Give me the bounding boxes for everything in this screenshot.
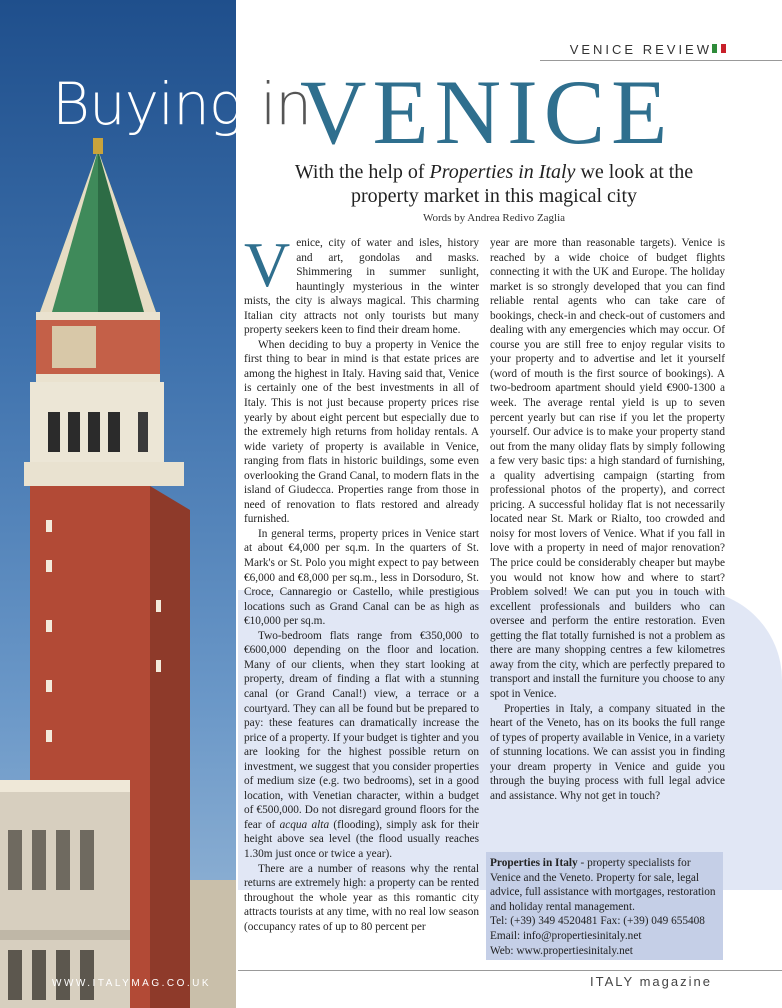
contact-box [486,852,723,960]
paragraph-6: year are more than reasonable targets). Venice is reached by a wide choice of budget flights connecting it with the UK and Europe. The holiday market is so strongly developed that you can find reliable rental agents who can take care of bookings, check-in and check-out of customers and dealing with any emergencies which may occur. Of course you are still free to enjoy regular visits to your property and to advertise and let it yourself (word of mouth is the first source of bookings). A two-bedroom apartment should yield €900-1300 a week. The average rental yield is up to seven percent yearly but can rise if you let the property yourself. Our advice is to make your property stand out from the many oliday flats by simply following a few very basic tips: a high standard of furnishing, a quality advertising campaign (starting from professional photos of the property), and correct pricing. A successful holiday flat is not necessarily located near St. Mark or Rialto, too crowded and noisy for most lovers of Venice. What if you fall in love with a property in need of major renovation? The price could be considerably cheaper but maybe you would not know how and where to start? Problem solved! We can put you in touch with excellent professionals and builders who can oversee and perform the entire restoration. Even getting the flat totally furnished is not a problem as there are many shopping centres a few kilometres away from the city, which are perfectly prepared to transport and install the furniture you choose to any spot in Venice. [490,237,725,700]
subtitle-after: we look at the property market in this magical city [350,161,694,207]
subtitle-italic: Properties in Italy [429,161,576,183]
footer-rule [238,970,782,971]
contact-description: - property specialists for Venice and the Veneto. Property for sale, legal advice, full assistance with mortgages, restoration and holiday rental management. [490,857,716,913]
contact-web[interactable]: Web: www.propertiesinitaly.net [490,944,633,957]
paragraph-7: Properties in Italy, a company situated in the heart of the Veneto, has on its books the full range of types of property available in Venice, in a variety of stunning locations. We can assist you in finding your dream property in Venice and guide you through the buying process with full legal advice and assistance. Why not get in touch? [490,702,725,802]
paragraph-1-text: enice, city of water and isles, history and art, gondolas and masks. Shimmering in summer sunlight, hauntingly mysterious in the winter mists, the city is always magical. This charming Italian city attracts not only tourists but many property seekers keen to find their dream home. [244,237,479,337]
flag-stripe-red [721,44,726,53]
paragraph-4b: (flooding), simply ask for their height above sea level (the flood usually reaches 1.30m just once or twice a year). [244,818,479,860]
paragraph-4a: Two-bedroom flats range from €350,000 to €600,000 depending on the floor and location. Many of our clients, when they start looking at property, dream of finding a flat with a stunning canal (or Grand Canal!) view, a terrace or a courtyard. They can all be found but be prepared to pay: these features can dramatically increase the price of a property. If your budget is tighter and you are looking for the highest possible return on investment, we suggest that you consider properties of medium size (e.g. two bedrooms), set in a good location, with Venetian character, within a budget of €500,000. Do not disregard ground floors for the fear of [244,629,479,831]
paragraph-3: In general terms, property prices in Venice start at about €4,000 per sq.m. In the quarters of St. Mark's or St. Polo you might expect to pay between €6,000 and €8,000 per sq.m., less in Dorsoduro, St. Croce, Cannaregio or Castello, while prestigious locations such as Grand Canal can be as high as €10,000 per sq.m. [244,527,479,628]
byline: Words by Andrea Redivo Zaglia [422,212,566,224]
section-tag: VENICE REVIEW [569,42,712,57]
paragraph-1 [244,229,479,338]
footer-magazine-name: ITALY magazine [590,974,712,989]
subtitle-before: With the help of [294,161,430,183]
paragraph-5: There are a number of reasons why the rental returns are extremely high: a property can be rented throughout the whole year as this romantic city attracts tourists at any time, with no real low season (occupancy rates of up to 80 percent per [244,862,479,933]
subtitle [260,160,728,208]
title-word-in: in [260,70,312,138]
article-column-1 [244,229,479,934]
contact-company: Properties in Italy [490,857,578,869]
dropcap: V [244,229,291,300]
title-venice: VENICE [300,61,674,163]
campanile-illustration [0,0,236,1008]
italian-flag-icon [712,44,726,53]
paragraph-4-italic: acqua alta [279,818,330,831]
paragraph-2: When deciding to buy a property in Venice the first thing to bear in mind is that estate prices are among the highest in Italy. Having said that, Venice is certainly one of the best investments in all of Italy. This is not just because property prices rise yearly by about eight percent but especially due to the extremely high returns from holiday rentals. A wide variety of property is available in Venice, ranging from flats in historic buildings, some even overlooking the Grand Canal, to modern flats in the island of Giudecca. Properties range from those in need of renovation to flats restored and already furnished. [244,338,479,526]
contact-tel: Tel: (+39) 349 4520481 Fax: (+39) 049 655408 [490,915,705,928]
contact-email[interactable]: Email: info@propertiesinitaly.net [490,929,642,942]
article-column-2 [490,236,725,803]
title-word-buying: Buying [52,70,243,138]
footer-website[interactable]: WWW.ITALYMAG.CO.UK [52,978,212,989]
paragraph-4 [244,629,479,862]
title-buying [52,70,311,138]
campanile-photo [0,0,236,1008]
